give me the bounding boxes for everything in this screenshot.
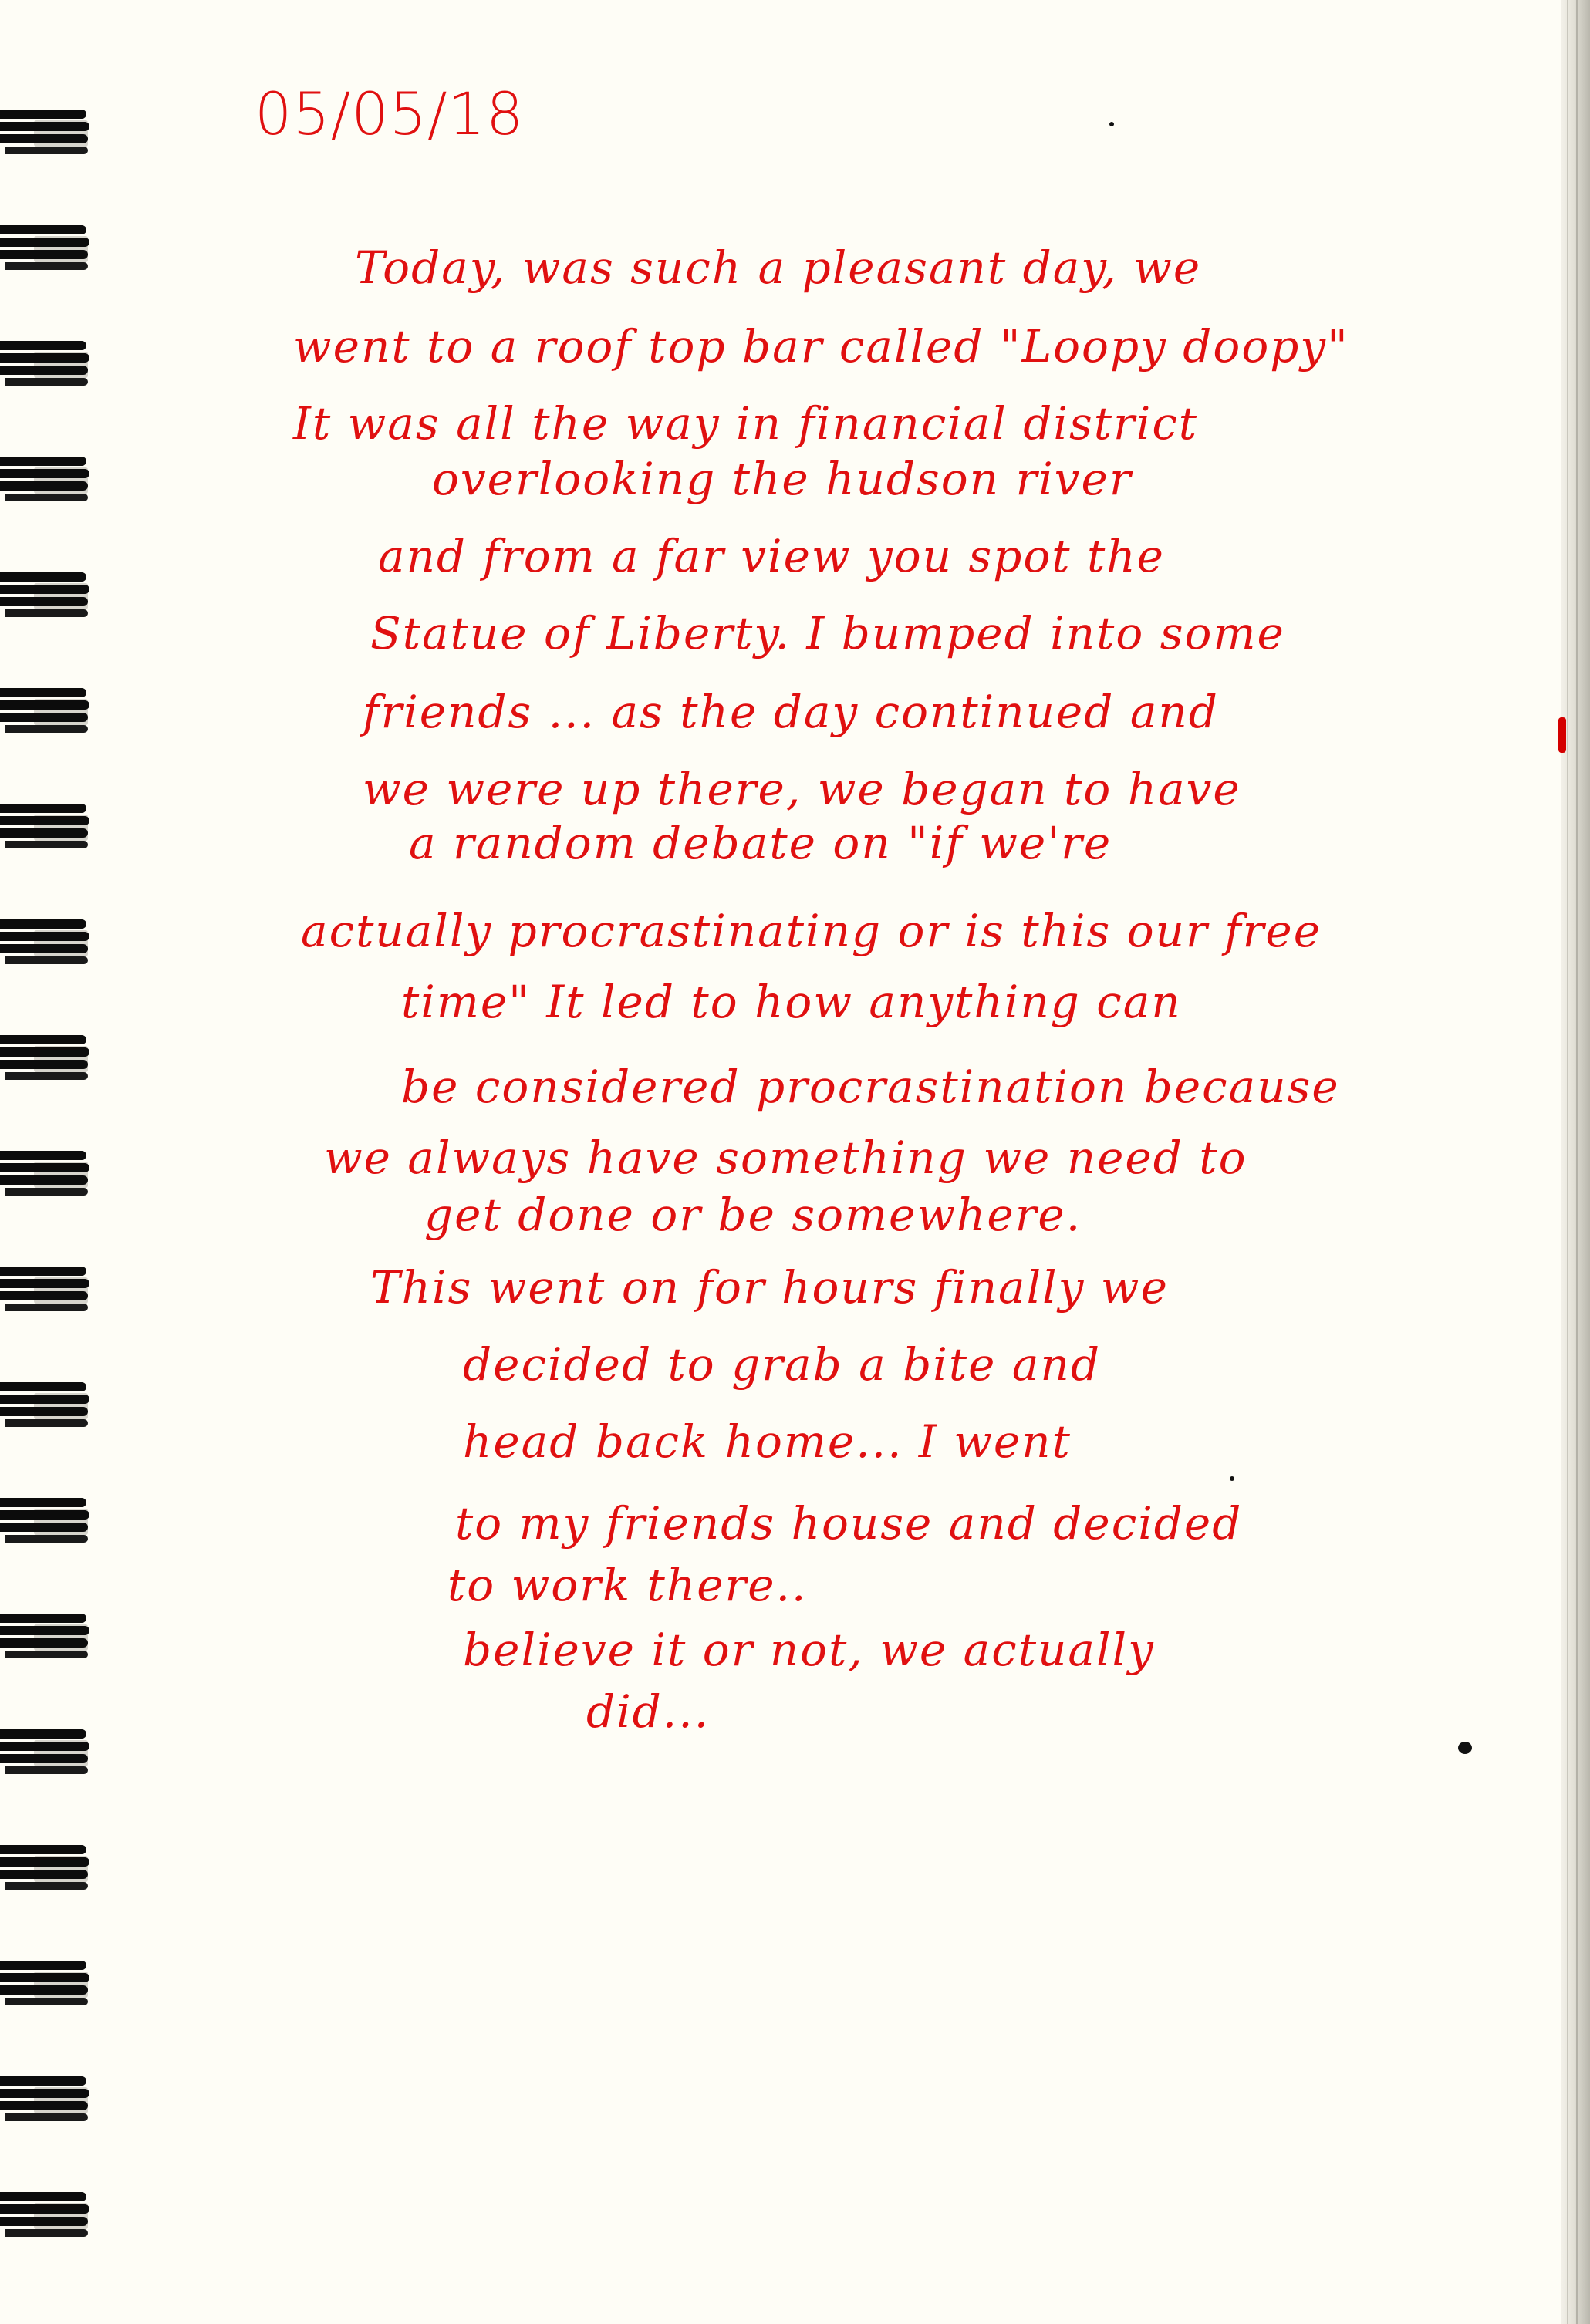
spiral-coil <box>0 338 91 390</box>
entry-line: did... <box>586 1685 711 1738</box>
entry-line: friends ... as the day continued and <box>363 686 1219 738</box>
page-stack-edge <box>1561 0 1590 2324</box>
spiral-coil <box>0 801 91 853</box>
entry-line: a random debate on "if we're <box>409 817 1112 869</box>
entry-line: Statue of Liberty. I bumped into some <box>370 607 1285 659</box>
entry-line: overlooking the hudson river <box>432 453 1133 505</box>
spiral-coil <box>0 685 91 737</box>
entry-line: Today, was such a pleasant day, we <box>355 241 1202 294</box>
entry-line: we always have something we need to <box>324 1132 1247 1184</box>
entry-line: to my friends house and decided <box>455 1497 1243 1550</box>
entry-line: head back home... I went <box>463 1415 1072 1468</box>
spiral-coil <box>0 569 91 622</box>
entry-date: 05/05/18 <box>255 79 525 148</box>
entry-line: be considered procrastination because <box>401 1061 1340 1113</box>
entry-line: to work there.. <box>447 1559 808 1611</box>
entry-line: and from a far view you spot the <box>378 530 1166 582</box>
spiral-coil <box>0 1495 91 1547</box>
ink-dot <box>1109 122 1114 126</box>
spiral-coil <box>0 1842 91 1894</box>
entry-line: went to a roof top bar called "Loopy doopy" <box>293 320 1349 373</box>
spiral-coil <box>0 106 91 159</box>
spiral-coil <box>0 2073 91 2126</box>
entry-line: get done or be somewhere. <box>424 1189 1082 1241</box>
spiral-coil <box>0 1958 91 2010</box>
red-edge-mark <box>1558 717 1566 753</box>
spiral-coil <box>0 1148 91 1200</box>
spiral-coil <box>0 1611 91 1663</box>
entry-line: believe it or not, we actually <box>463 1624 1155 1676</box>
spiral-coil <box>0 1379 91 1432</box>
spiral-coil <box>0 1726 91 1779</box>
ink-dot <box>1230 1476 1234 1481</box>
entry-line: It was all the way in financial district <box>293 397 1199 450</box>
entry-line: time" It led to how anything can <box>401 976 1182 1028</box>
spiral-coil <box>0 454 91 506</box>
entry-line: actually procrastinating or is this our free <box>301 905 1322 957</box>
entry-line: we were up there, we began to have <box>363 763 1241 815</box>
spiral-coil <box>0 222 91 275</box>
entry-line: decided to grab a bite and <box>463 1338 1101 1391</box>
spiral-coil <box>0 1263 91 1316</box>
ink-dot <box>1458 1742 1472 1754</box>
spiral-coil <box>0 916 91 969</box>
spiral-coil <box>0 2189 91 2241</box>
entry-line: This went on for hours finally we <box>370 1261 1169 1314</box>
spiral-coil <box>0 1032 91 1084</box>
spiral-binding <box>0 0 108 2324</box>
